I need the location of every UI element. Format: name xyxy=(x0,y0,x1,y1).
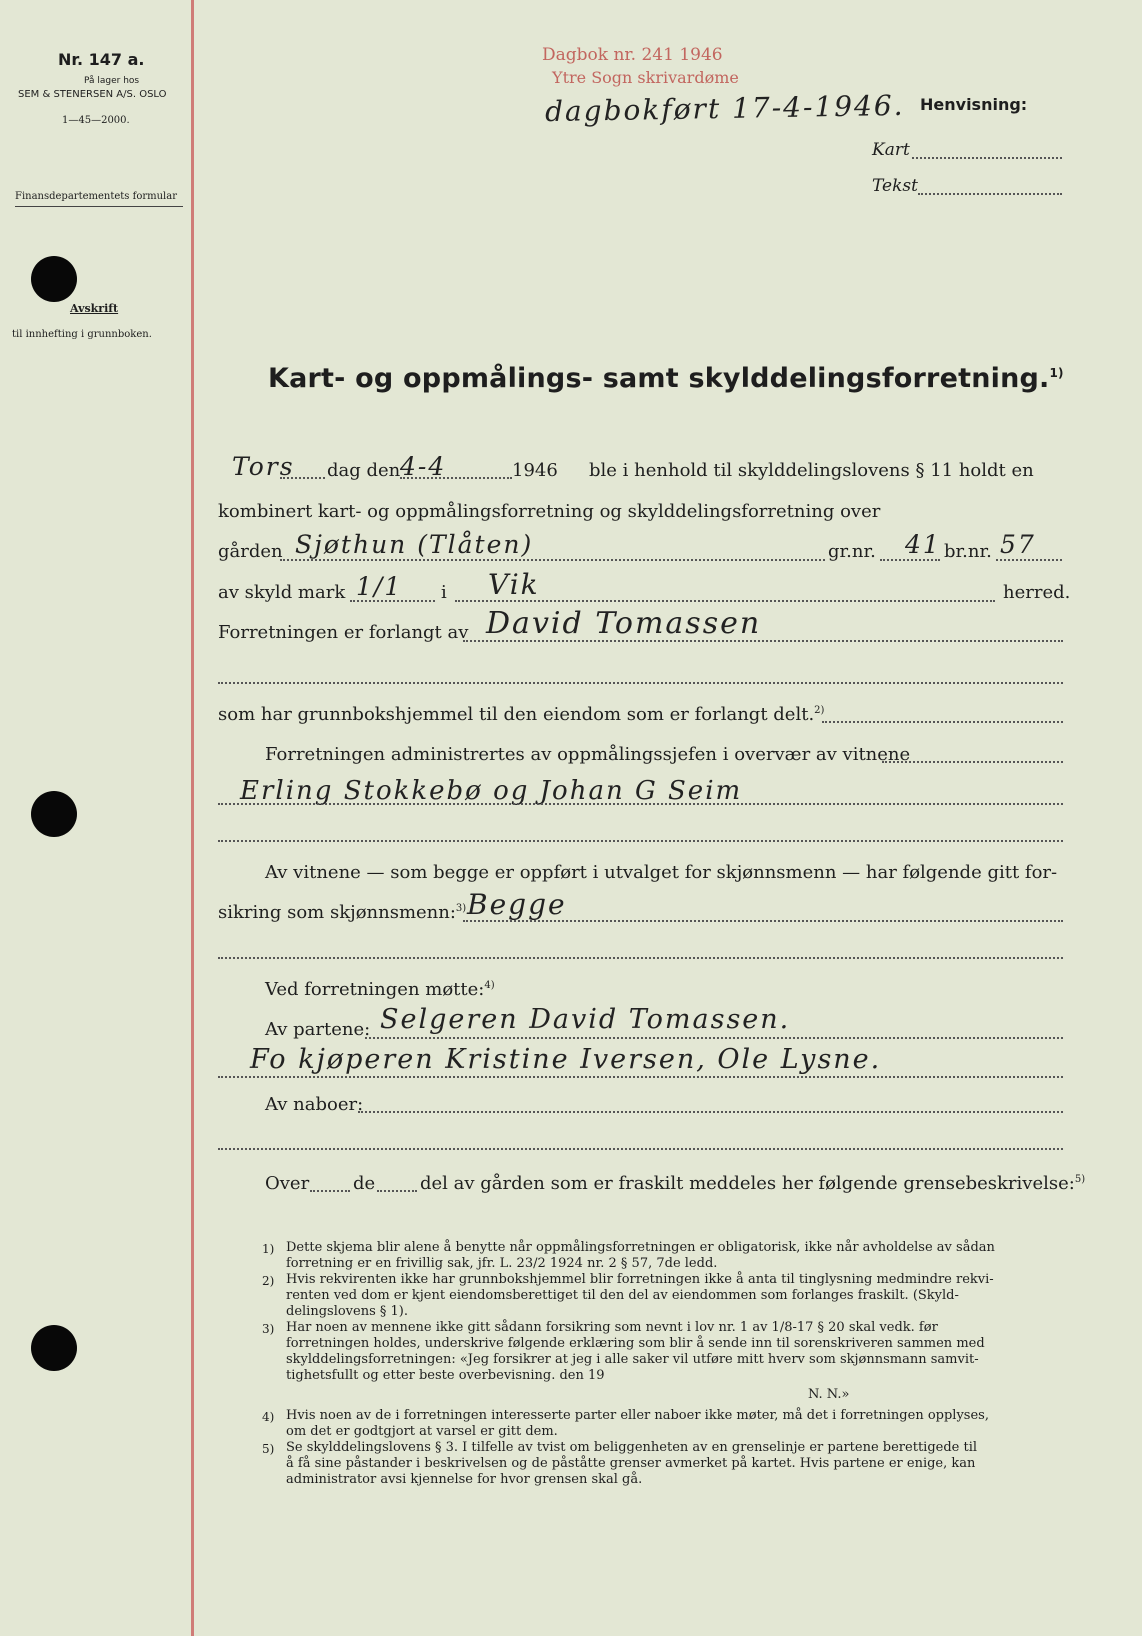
requester-line-2 xyxy=(218,682,1063,684)
handwritten-registration-date: dagbokført 17-4-1946. xyxy=(544,88,905,129)
herred-label: herred. xyxy=(1003,582,1071,603)
assurance-handwritten: Begge xyxy=(467,888,567,921)
day-date-label: dag den xyxy=(327,460,401,481)
witnesses-line-2 xyxy=(218,840,1063,842)
register-stamp-line-1: Dagbok nr. 241 1946 xyxy=(542,45,723,65)
skyld-label: av skyld mark xyxy=(218,582,346,603)
attended-label: Ved forretningen møtte:$^{4)}$ xyxy=(265,979,495,1000)
over-label: Over xyxy=(265,1173,310,1194)
parties-line xyxy=(365,1037,1063,1039)
farm-line xyxy=(280,559,825,561)
footnote-1-line-1: Dette skjema blir alene å benytte når oppmålingsforretningen er obligatorisk, ikke når avholdelse av sådan xyxy=(286,1240,995,1255)
requester-handwritten: David Tomassen xyxy=(486,606,762,641)
footnote-3-line-1: Har noen av mennene ikke gitt sådann forsikring som nevnt i lov nr. 1 av 1/8-17 § 20 skal vedk. før xyxy=(286,1320,938,1335)
publisher-line-2: SEM & STENERSEN A/S. OSLO xyxy=(18,89,167,100)
footnote-5-line-3: administrator avsi kjennelse for hvor grensen skal gå. xyxy=(286,1472,643,1487)
line-9-text: sikring som skjønnsmenn:$^{3)}$ xyxy=(218,902,467,923)
date-line xyxy=(400,477,512,479)
date-handwritten: 4-4 xyxy=(400,452,447,481)
line-6-text: som har grunnbokshjemmel til den eiendom som er forlangt delt.$^{2)}$ xyxy=(218,704,825,725)
assurance-line xyxy=(463,920,1063,922)
footnote-2-line-2: renten ved dom er kjent eiendomsberettiget til den del av eiendommen som forlanges fraskilt. (Skyld- xyxy=(286,1288,959,1303)
footnote-4-line-1: Hvis noen av de i forretningen interesserte parter eller naboer ikke møter, må det i forretningen opplyses, xyxy=(286,1408,989,1423)
skyld-line xyxy=(350,600,435,602)
footnote-1-line-2: forretning er en frivillig sak, jfr. L. 23/2 1924 nr. 2 § 57, 7de ledd. xyxy=(286,1256,718,1271)
assurance-line-2 xyxy=(218,957,1063,959)
document-title: Kart- og oppmålings- samt skylddelingsforretning.$^{1)}$ xyxy=(268,363,1064,394)
requested-by-label: Forretningen er forlangt av xyxy=(218,622,469,643)
parties-handwritten-2: Fo kjøperen Kristine Iversen, Ole Lysne. xyxy=(250,1044,882,1075)
footnote-number: 3) xyxy=(262,1322,275,1336)
ministry-form: Finansdepartementets formular xyxy=(15,191,177,202)
form-number: Nr. 147 a. xyxy=(58,50,145,69)
requester-line xyxy=(463,640,1063,642)
line-8-text: Av vitnene — som begge er oppført i utvalget for skjønnsmenn — har følgende gitt for- xyxy=(265,862,1058,883)
herred-handwritten: Vik xyxy=(488,568,540,601)
punch-hole-top xyxy=(31,256,77,302)
line-7-dots xyxy=(882,761,1063,763)
gnr-label: gr.nr. xyxy=(828,541,876,562)
footnote-3-line-2: forretningen holdes, underskrive følgende erklæring som blir å sende inn til sorenskriveren sammen med xyxy=(286,1336,985,1351)
text-reference-label: Tekst xyxy=(872,176,918,196)
bnr-line xyxy=(996,559,1062,561)
footnote-3-signature: N. N.» xyxy=(808,1387,850,1402)
text-reference-line xyxy=(918,193,1062,195)
witnesses-handwritten: Erling Stokkebø og Johan G Seim xyxy=(240,776,743,806)
in-label: i xyxy=(441,582,447,603)
over-line xyxy=(310,1190,350,1192)
footnote-2-line-3: delingslovens § 1). xyxy=(286,1304,409,1319)
line-6-dots xyxy=(822,721,1063,723)
punch-hole-middle xyxy=(31,791,77,837)
weekday-line xyxy=(280,477,325,479)
year-label: 1946 xyxy=(512,460,558,481)
herred-line xyxy=(455,600,995,602)
footnote-number: 4) xyxy=(262,1410,275,1424)
de-label: de xyxy=(353,1173,376,1194)
copy-label: Avskrift xyxy=(70,302,119,315)
de-line xyxy=(377,1190,417,1192)
register-stamp-line-2: Ytre Sogn skrivardøme xyxy=(552,68,739,87)
gnr-line xyxy=(880,559,940,561)
print-code: 1—45—2000. xyxy=(62,115,130,126)
copy-note: til innhefting i grunnboken. xyxy=(12,329,152,340)
ministry-rule xyxy=(15,206,183,207)
bnr-label: br.nr. xyxy=(944,541,992,562)
footnote-number: 5) xyxy=(262,1442,275,1456)
footnote-3-line-4: tighetsfullt og etter beste overbevisning. den 19 xyxy=(286,1368,605,1383)
neighbours-line-2 xyxy=(218,1148,1063,1150)
margin-rule xyxy=(191,0,194,1636)
reference-label: Henvisning: xyxy=(920,95,1028,114)
weekday-handwritten: Tors xyxy=(232,452,295,481)
neighbours-line xyxy=(358,1111,1063,1113)
footnote-3-line-3: skylddelingsforretningen: «Jeg forsikrer at jeg i alle saker vil utføre mitt hverv som skjønnsmann samvit- xyxy=(286,1352,979,1367)
map-reference-line xyxy=(912,157,1062,159)
line-1-text: ble i henhold til skylddelingslovens § 11 holdt en xyxy=(589,460,1034,481)
farm-label: gården xyxy=(218,541,283,562)
publisher-line-1: På lager hos xyxy=(84,76,140,86)
farm-handwritten: Sjøthun (Tlåten) xyxy=(295,530,534,559)
footnote-5-line-2: å få sine påstander i beskrivelsen og de påståtte grenser avmerket på kartet. Hvis partene er enige, kan xyxy=(286,1456,976,1471)
footnote-number: 1) xyxy=(262,1242,275,1256)
punch-hole-bottom xyxy=(31,1325,77,1371)
skyld-handwritten: 1/1 xyxy=(356,572,403,601)
gnr-handwritten: 41 xyxy=(905,530,941,559)
bnr-handwritten: 57 xyxy=(1000,530,1036,559)
footnote-5-line-1: Se skylddelingslovens § 3. I tilfelle av tvist om beliggenheten av en grenselinje er partene berettigede til xyxy=(286,1440,978,1455)
neighbours-label: Av naboer: xyxy=(265,1094,364,1115)
parties-handwritten-1: Selgeren David Tomassen. xyxy=(380,1004,791,1035)
line-2-text: kombinert kart- og oppmålingsforretning og skylddelingsforretning over xyxy=(218,501,881,522)
footnote-4-line-2: om det er godtgjort at varsel er gitt dem. xyxy=(286,1424,558,1439)
parties-label: Av partene: xyxy=(265,1019,371,1040)
footnote-2-line-1: Hvis rekvirenten ikke har grunnbokshjemmel blir forretningen ikke å anta til tinglysning medmindre rekvi- xyxy=(286,1272,994,1287)
line-7-text: Forretningen administrertes av oppmålingssjefen i overvær av vitnene xyxy=(265,744,911,765)
line-13-text: del av gården som er fraskilt meddeles her følgende grensebeskrivelse:$^{5)}$ xyxy=(420,1173,1086,1194)
footnote-number: 2) xyxy=(262,1274,275,1288)
map-reference-label: Kart xyxy=(872,140,910,160)
witnesses-line xyxy=(218,803,1063,805)
parties-line-2 xyxy=(218,1076,1063,1078)
